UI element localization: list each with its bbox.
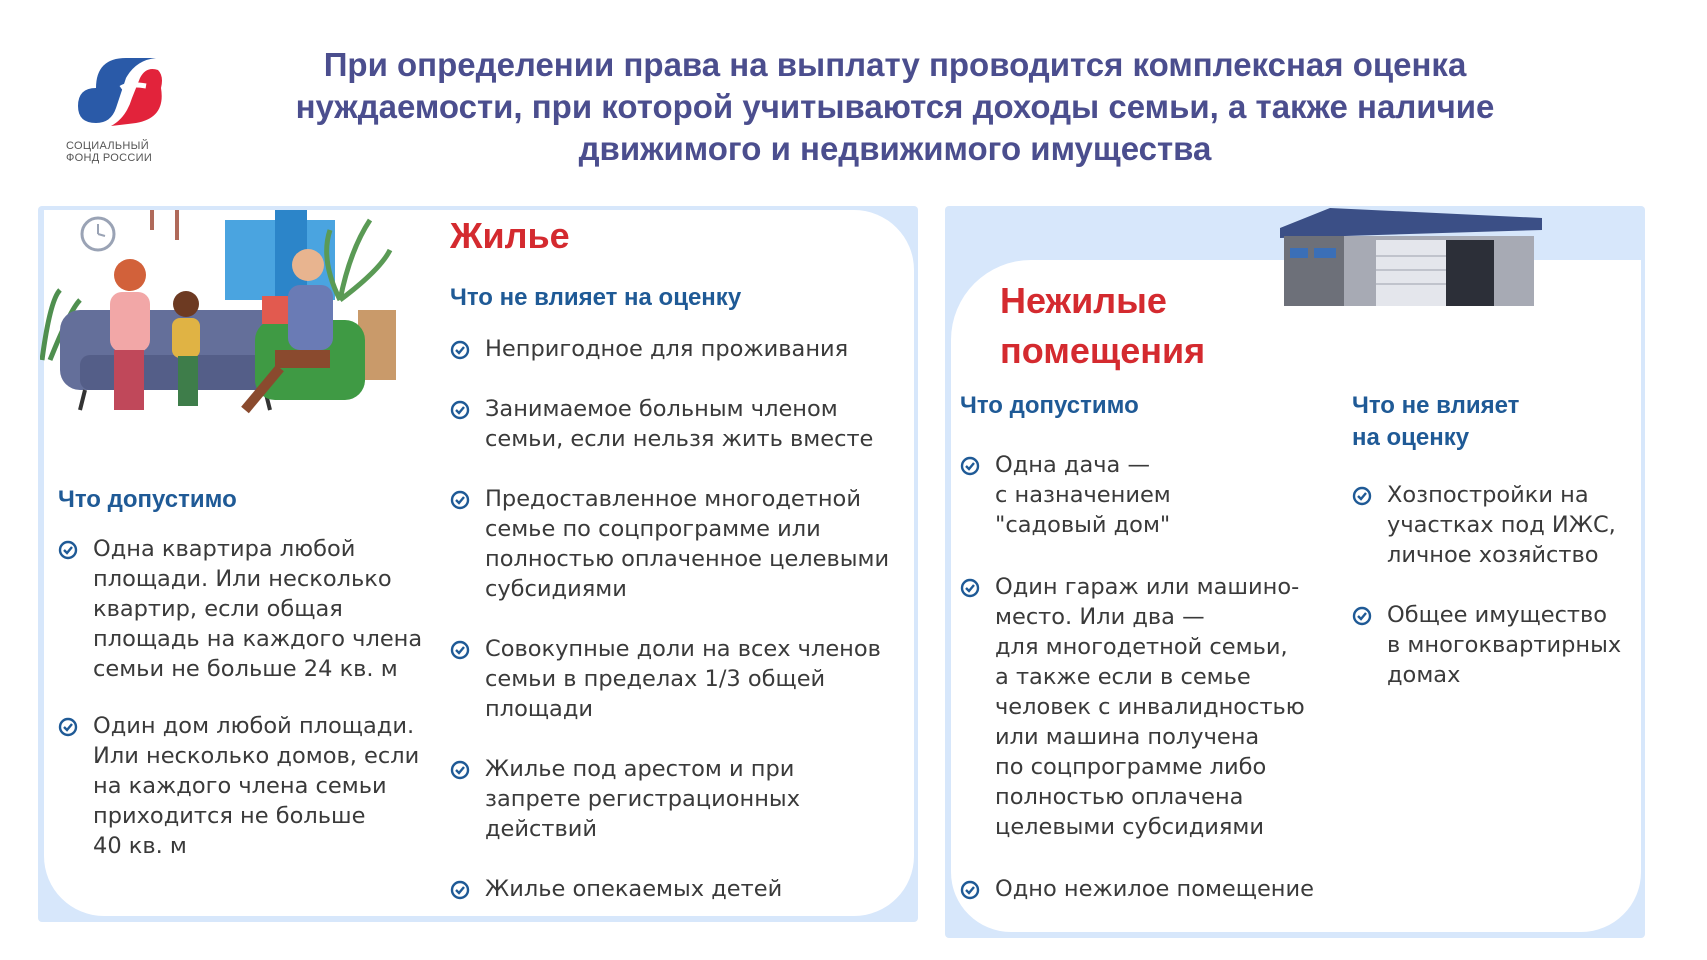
list-item-text: Непригодное для проживания [485, 336, 849, 362]
garage-illustration [1280, 206, 1542, 306]
page-headline: При определении права на выплату проводится комплексная оценка нуждаемости, при которой учитываются доходы семьи, а также наличие движимого и недвижимого имущества [295, 46, 1495, 167]
check-circle-icon [450, 880, 470, 900]
list-item-text: Одна дача — с назначением "садовый дом" [995, 452, 1171, 538]
nonresidential-not-affecting-list [1352, 480, 1642, 720]
list-item-text: Жилье под арестом и при запрете регистрационных действий [485, 756, 801, 842]
list-item [1352, 600, 1642, 690]
list-item [1352, 480, 1642, 570]
housing-not-affecting-list [450, 334, 910, 934]
nonresidential-title-line2: помещения [1000, 330, 1206, 371]
list-item-text: Одна квартира любой площади. Или несколько квартир, если общая площадь на каждого члена семьи не больше 24 кв. м [93, 536, 423, 682]
check-circle-icon [450, 400, 470, 420]
list-item [450, 754, 910, 844]
check-circle-icon [450, 490, 470, 510]
nonresidential-not-affecting-heading-line1: Что не влияет [1352, 392, 1520, 419]
logo-caption-line2: ФОНД РОССИИ [66, 152, 153, 164]
check-circle-icon [450, 640, 470, 660]
list-item-text: Один гараж или машино- место. Или два — для многодетной семьи, а также если в семье человек с инвалидностью или машина получена по соцпрограмме либо полностью оплачена целевыми субсидиями [995, 574, 1305, 840]
logo-caption-line1: СОЦИАЛЬНЫЙ [66, 140, 149, 152]
list-item-text: Занимаемое больным членом семьи, если нельзя жить вместе [485, 396, 874, 452]
list-item [450, 484, 910, 604]
housing-allowed-list [58, 534, 444, 888]
check-circle-icon [58, 717, 78, 737]
logo-caption [66, 140, 152, 164]
list-item-text: Жилье опекаемых детей [485, 876, 783, 902]
list-item-text: Совокупные доли на всех членов семьи в пределах 1/3 общей площади [485, 636, 881, 722]
check-circle-icon [1352, 606, 1372, 626]
check-circle-icon [960, 880, 980, 900]
nonresidential-not-affecting-heading-line2: на оценку [1352, 424, 1470, 451]
housing-title: Жилье [450, 215, 570, 256]
housing-not-affecting-heading: Что не влияет на оценку [450, 284, 742, 311]
list-item-text: Одно нежилое помещение [995, 876, 1314, 902]
list-item-text: Хозпостройки на участках под ИЖС, личное хозяйство [1387, 482, 1616, 568]
check-circle-icon [58, 540, 78, 560]
list-item [960, 874, 1345, 904]
list-item [58, 711, 444, 861]
nonresidential-title-line1: Нежилые [1000, 280, 1167, 321]
nonresidential-not-affecting-heading [1352, 390, 1519, 454]
list-item-text: Один дом любой площади. Или несколько домов, если на каждого члена семьи приходится не больше 40 кв. м [93, 713, 420, 859]
list-item [960, 450, 1345, 540]
list-item [450, 634, 910, 724]
nonresidential-allowed-list [960, 450, 1345, 936]
nonresidential-allowed-heading: Что допустимо [960, 392, 1139, 419]
family-illustration [40, 210, 440, 450]
list-item [450, 874, 910, 904]
nonresidential-title [1000, 276, 1205, 376]
list-item [450, 394, 910, 454]
list-item-text: Предоставленное многодетной семье по соцпрограмме или полностью оплаченное целевыми субсидиями [485, 486, 890, 602]
housing-allowed-heading: Что допустимо [58, 486, 237, 513]
list-item [58, 534, 444, 684]
check-circle-icon [960, 578, 980, 598]
list-item-text: Общее имущество в многоквартирных домах [1387, 602, 1622, 688]
list-item [960, 572, 1345, 842]
check-circle-icon [450, 760, 470, 780]
check-circle-icon [960, 456, 980, 476]
list-item [450, 334, 910, 364]
check-circle-icon [450, 340, 470, 360]
check-circle-icon [1352, 486, 1372, 506]
